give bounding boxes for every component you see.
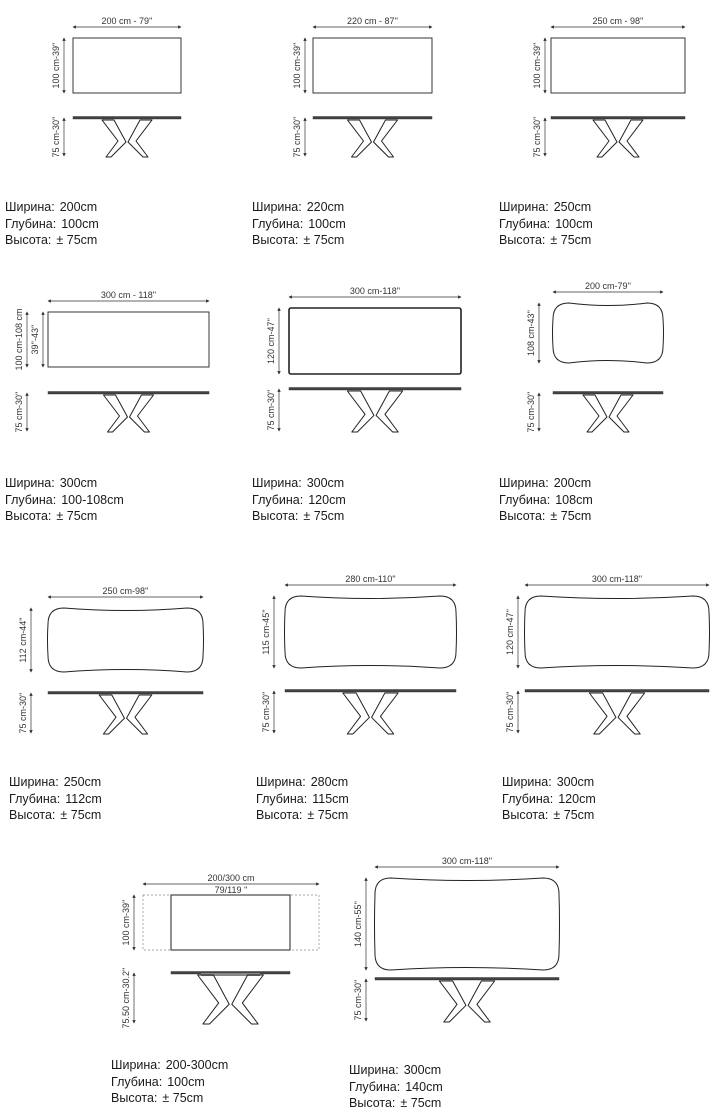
spec-label-width: Ширина: bbox=[111, 1058, 161, 1072]
tabletop-side bbox=[73, 117, 181, 120]
spec-row-height bbox=[502, 807, 596, 824]
table-diagram-t6 bbox=[526, 281, 664, 432]
tabletop-outline bbox=[553, 303, 664, 363]
tabletop-side bbox=[289, 388, 461, 391]
spec-value-width: 220cm bbox=[306, 200, 345, 214]
tabletop-outline bbox=[48, 608, 204, 672]
tabletop-outline bbox=[551, 38, 685, 93]
width-dimension-label: 200/300 cm bbox=[207, 873, 255, 883]
spec-label-height: Высота: bbox=[256, 808, 303, 822]
spec-row-width bbox=[502, 774, 596, 791]
tabletop-outline bbox=[285, 596, 457, 668]
depth-dimension-label: 100 cm-39'' bbox=[51, 42, 61, 89]
table-diagram-t3 bbox=[532, 16, 685, 157]
spec-label-depth: Глубина: bbox=[256, 791, 308, 806]
spec-label-height: Высота: bbox=[499, 233, 546, 247]
spec-label-height: Высота: bbox=[502, 808, 549, 822]
spec-block-t8 bbox=[256, 774, 349, 824]
tabletop-outline bbox=[73, 38, 181, 93]
height-dimension-label: 75 cm-30'' bbox=[18, 692, 28, 734]
depth-dimension-label: 100 cm-39'' bbox=[532, 42, 542, 89]
spec-value-depth: 120cm bbox=[308, 492, 346, 507]
spec-value-depth: 100cm bbox=[308, 216, 346, 231]
width-dimension-label: 220 cm - 87'' bbox=[347, 16, 398, 26]
depth-dimension-label: 112 cm-44'' bbox=[18, 617, 28, 663]
table-diagram-t7 bbox=[18, 586, 204, 734]
height-dimension-label: 75 cm-30'' bbox=[526, 391, 536, 433]
tabletop-outline bbox=[289, 308, 461, 374]
spec-label-depth: Глубина: bbox=[5, 216, 57, 231]
tabletop-outline bbox=[375, 878, 560, 970]
spec-value-height: ± 75cm bbox=[400, 1096, 442, 1110]
height-dimension-label: 75 cm-30'' bbox=[51, 116, 61, 158]
spec-block-t7 bbox=[9, 774, 102, 824]
tabletop-side bbox=[551, 117, 685, 120]
spec-row-height bbox=[111, 1090, 228, 1107]
spec-value-height: ± 75cm bbox=[307, 808, 349, 822]
tabletop-side bbox=[525, 690, 709, 693]
table-diagram-t5 bbox=[266, 286, 461, 432]
spec-value-depth: 115cm bbox=[312, 791, 349, 806]
spec-label-height: Высота: bbox=[252, 509, 299, 523]
tabletop-outline bbox=[313, 38, 432, 93]
spec-label-width: Ширина: bbox=[502, 775, 552, 789]
spec-row-depth bbox=[111, 1074, 228, 1091]
width-dimension-label: 200 cm-79'' bbox=[585, 281, 631, 291]
depth-dimension-label: 115 cm-45'' bbox=[261, 609, 271, 655]
spec-row-height bbox=[252, 508, 346, 525]
height-dimension-label: 75 cm-30'' bbox=[505, 691, 515, 733]
spec-row-depth bbox=[5, 492, 124, 509]
spec-label-height: Высота: bbox=[349, 1096, 396, 1110]
spec-label-depth: Глубина: bbox=[252, 216, 304, 231]
spec-row-depth bbox=[256, 791, 349, 808]
spec-row-width bbox=[111, 1057, 228, 1074]
extension-outline bbox=[143, 895, 319, 950]
spec-label-depth: Глубина: bbox=[349, 1079, 401, 1094]
tabletop-side bbox=[313, 117, 432, 120]
spec-value-depth: 140cm bbox=[405, 1079, 443, 1094]
spec-value-width: 250cm bbox=[63, 775, 102, 789]
spec-label-height: Высота: bbox=[252, 233, 299, 247]
spec-label-depth: Глубина: bbox=[252, 492, 304, 507]
spec-value-width: 280cm bbox=[310, 775, 349, 789]
tabletop-side bbox=[48, 692, 203, 695]
width-dimension-label: 300 cm-118'' bbox=[591, 574, 643, 584]
depth-dimension-label: 120 cm-47'' bbox=[505, 609, 515, 655]
spec-value-height: ± 75cm bbox=[550, 509, 592, 523]
spec-row-width bbox=[5, 199, 99, 216]
tabletop-side bbox=[48, 392, 209, 395]
table-diagram-t8 bbox=[261, 574, 457, 734]
height-dimension-label: 75.50 cm-30.2'' bbox=[121, 967, 131, 1029]
depth-dimension-label: 120 cm-47'' bbox=[266, 318, 276, 364]
spec-value-depth: 108cm bbox=[555, 492, 593, 507]
height-dimension-label: 75 cm-30'' bbox=[292, 116, 302, 158]
depth-dimension-label: 100 cm-108 cm bbox=[14, 308, 24, 371]
width-dimension-label: 250 cm-98'' bbox=[102, 586, 149, 596]
height-dimension-label: 75 cm-30'' bbox=[532, 116, 542, 158]
spec-value-depth: 120cm bbox=[558, 791, 596, 806]
depth-dimension-label: 100 cm-39'' bbox=[121, 899, 131, 946]
spec-row-height bbox=[5, 232, 99, 249]
tabletop-outline bbox=[525, 596, 710, 668]
spec-row-depth bbox=[9, 791, 102, 808]
tabletop-side bbox=[375, 978, 559, 981]
spec-label-width: Ширина: bbox=[256, 775, 306, 789]
width-dimension-label: 300 cm - 118'' bbox=[100, 290, 157, 300]
tabletop-outline bbox=[48, 312, 209, 367]
spec-label-width: Ширина: bbox=[252, 476, 302, 490]
spec-value-width: 300cm bbox=[306, 476, 345, 490]
spec-label-width: Ширина: bbox=[499, 200, 549, 214]
table-diagram-t11 bbox=[353, 856, 560, 1022]
spec-row-width bbox=[9, 774, 102, 791]
table-diagram-t4 bbox=[14, 290, 209, 432]
height-dimension-label: 75 cm-30'' bbox=[266, 389, 276, 431]
spec-value-depth: 112cm bbox=[65, 791, 102, 806]
height-dimension-label: 75 cm-30'' bbox=[261, 691, 271, 733]
spec-block-t10 bbox=[111, 1057, 228, 1107]
spec-label-depth: Глубина: bbox=[502, 791, 554, 806]
width-dimension-label: 200 cm - 79'' bbox=[101, 16, 153, 26]
spec-label-height: Высота: bbox=[111, 1091, 158, 1105]
spec-row-depth bbox=[349, 1079, 443, 1096]
spec-row-depth bbox=[5, 216, 99, 233]
depth-dimension-label: 100 cm-39'' bbox=[292, 42, 302, 89]
spec-value-width: 200cm bbox=[553, 476, 592, 490]
spec-value-height: ± 75cm bbox=[303, 233, 345, 247]
spec-row-width bbox=[252, 475, 346, 492]
spec-value-depth: 100cm bbox=[167, 1074, 205, 1089]
spec-block-t6 bbox=[499, 475, 593, 525]
spec-value-height: ± 75cm bbox=[550, 233, 592, 247]
spec-value-depth: 100cm bbox=[61, 216, 99, 231]
spec-value-depth: 100-108cm bbox=[61, 492, 124, 507]
spec-row-depth bbox=[252, 492, 346, 509]
spec-value-height: ± 75cm bbox=[56, 509, 98, 523]
width-dimension-label: 280 cm-110'' bbox=[345, 574, 396, 584]
spec-row-height bbox=[252, 232, 346, 249]
spec-row-width bbox=[349, 1062, 443, 1079]
spec-value-width: 250cm bbox=[553, 200, 592, 214]
spec-row-height bbox=[5, 508, 124, 525]
spec-label-depth: Глубина: bbox=[9, 791, 61, 806]
spec-row-width bbox=[499, 475, 593, 492]
tabletop-side bbox=[553, 392, 663, 395]
spec-row-depth bbox=[499, 492, 593, 509]
height-dimension-label: 75 cm-30'' bbox=[14, 391, 24, 433]
width-dimension-label: 300 cm-118'' bbox=[349, 286, 401, 296]
spec-row-width bbox=[252, 199, 346, 216]
table-diagram-t9 bbox=[505, 574, 710, 734]
spec-value-height: ± 75cm bbox=[60, 808, 102, 822]
spec-row-height bbox=[9, 807, 102, 824]
depth-dimension-label: 140 cm-55'' bbox=[353, 901, 363, 947]
spec-value-height: ± 75cm bbox=[303, 509, 345, 523]
spec-row-width bbox=[256, 774, 349, 791]
spec-row-width bbox=[499, 199, 593, 216]
spec-block-t1 bbox=[5, 199, 99, 249]
spec-label-width: Ширина: bbox=[9, 775, 59, 789]
spec-block-t2 bbox=[252, 199, 346, 249]
spec-label-depth: Глубина: bbox=[499, 492, 551, 507]
spec-block-t5 bbox=[252, 475, 346, 525]
spec-value-height: ± 75cm bbox=[162, 1091, 204, 1105]
spec-label-width: Ширина: bbox=[349, 1063, 399, 1077]
spec-label-height: Высота: bbox=[499, 509, 546, 523]
depth-dimension-label: 108 cm-43'' bbox=[526, 310, 536, 356]
spec-row-height bbox=[256, 807, 349, 824]
spec-block-t11 bbox=[349, 1062, 443, 1112]
tabletop-side bbox=[285, 690, 456, 693]
tabletop-outline bbox=[171, 895, 290, 950]
spec-label-height: Высота: bbox=[5, 509, 52, 523]
spec-row-depth bbox=[252, 216, 346, 233]
spec-value-width: 300cm bbox=[403, 1063, 442, 1077]
spec-row-width bbox=[5, 475, 124, 492]
spec-label-width: Ширина: bbox=[5, 476, 55, 490]
spec-row-height bbox=[499, 508, 593, 525]
depth-dimension-label-inch: 39''-43'' bbox=[30, 324, 40, 355]
spec-value-height: ± 75cm bbox=[56, 233, 98, 247]
spec-label-width: Ширина: bbox=[499, 476, 549, 490]
width-dimension-label: 250 cm - 98'' bbox=[592, 16, 644, 26]
spec-value-width: 200cm bbox=[59, 200, 98, 214]
spec-label-height: Высота: bbox=[5, 233, 52, 247]
spec-label-depth: Глубина: bbox=[5, 492, 57, 507]
spec-label-depth: Глубина: bbox=[111, 1074, 163, 1089]
table-diagram-t2 bbox=[292, 16, 432, 157]
spec-value-depth: 100cm bbox=[555, 216, 593, 231]
spec-row-depth bbox=[499, 216, 593, 233]
spec-label-depth: Глубина: bbox=[499, 216, 551, 231]
table-diagram-t1 bbox=[51, 16, 181, 157]
width-dimension-label-inch: 79/119 '' bbox=[214, 885, 248, 895]
spec-value-height: ± 75cm bbox=[553, 808, 595, 822]
table-diagram-t10 bbox=[121, 873, 319, 1028]
spec-label-height: Высота: bbox=[9, 808, 56, 822]
spec-row-height bbox=[349, 1095, 443, 1112]
width-dimension-label: 300 cm-118'' bbox=[441, 856, 493, 866]
spec-value-width: 300cm bbox=[556, 775, 595, 789]
spec-value-width: 300cm bbox=[59, 476, 98, 490]
height-dimension-label: 75 cm-30'' bbox=[353, 979, 363, 1021]
spec-block-t9 bbox=[502, 774, 596, 824]
spec-row-height bbox=[499, 232, 593, 249]
spec-label-width: Ширина: bbox=[5, 200, 55, 214]
spec-label-width: Ширина: bbox=[252, 200, 302, 214]
spec-block-t3 bbox=[499, 199, 593, 249]
spec-block-t4 bbox=[5, 475, 124, 525]
spec-value-width: 200-300cm bbox=[165, 1058, 229, 1072]
spec-row-depth bbox=[502, 791, 596, 808]
